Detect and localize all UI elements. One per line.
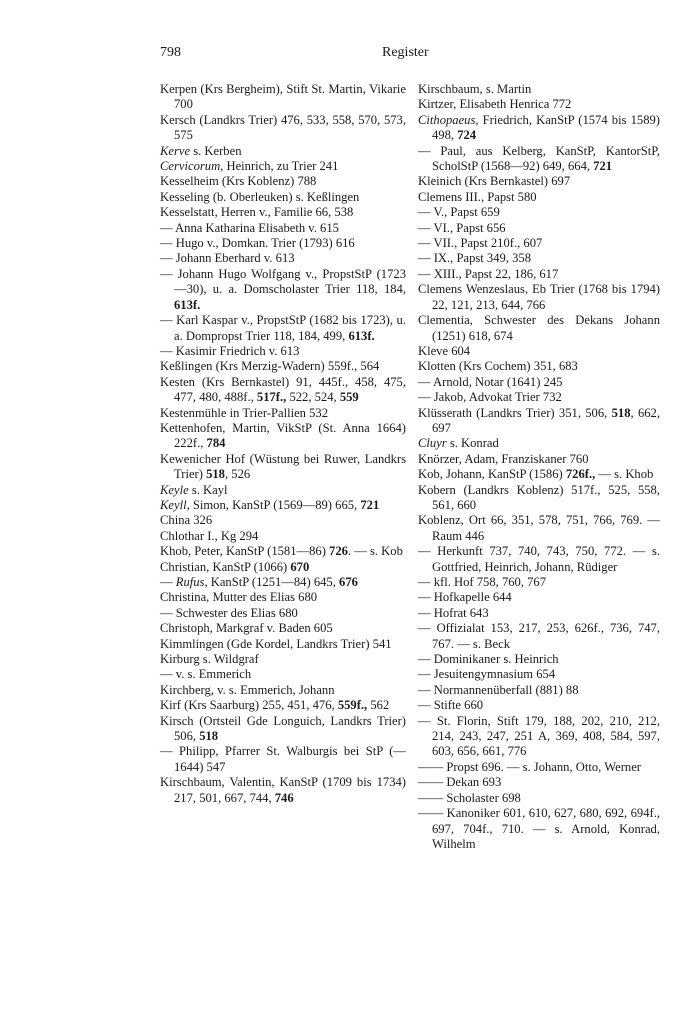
entry-text: — Jesuitengymnasium 654	[418, 667, 556, 682]
index-entry	[418, 544, 660, 575]
entry-text: China 326	[160, 513, 213, 528]
entry-text: Keyll	[160, 497, 187, 512]
index-entry	[418, 590, 660, 605]
entry-text: Clemens III., Papst 580	[418, 189, 537, 204]
index-entry	[160, 452, 406, 483]
index-entry	[160, 714, 406, 745]
entry-text: — Offizialat 153, 217, 253, 626f., 736, 747, 767. — s. Beck	[418, 621, 660, 651]
entry-text: Christina, Mutter des Elias 680	[160, 590, 318, 605]
index-entry	[160, 251, 406, 266]
index-entry	[418, 144, 660, 175]
entry-text: Kirburg s. Wildgraf	[160, 652, 259, 667]
entry-text: — Karl Kaspar v., PropstStP (1682 bis 1723), u. a. Dompropst Trier 118, 184, 499,	[160, 313, 406, 343]
entry-text: , Friedrich, KanStP (1574 bis 1589) 498,	[432, 112, 660, 143]
index-entry	[160, 513, 406, 528]
entry-text: — Hofrat 643	[418, 605, 489, 620]
entry-text: Kesten (Krs Bernkastel) 91, 445f., 458, 475, 477, 480, 488f.,	[160, 374, 406, 405]
index-entry	[418, 375, 660, 390]
entry-text: 726f.,	[565, 467, 596, 482]
entry-text: Kesselstatt, Herren v., Familie 66, 538	[160, 205, 354, 220]
index-entry	[160, 498, 406, 513]
index-entry	[418, 575, 660, 590]
index-entry	[160, 359, 406, 374]
entry-text: Klotten (Krs Cochem) 351, 683	[418, 359, 578, 374]
index-entry	[418, 606, 660, 621]
running-head: Register	[382, 45, 429, 60]
index-entry	[418, 483, 660, 514]
entry-text: — Dominikaner s. Heinrich	[418, 652, 559, 667]
index-entry	[418, 436, 660, 451]
index-entry	[160, 483, 406, 498]
index-entry	[418, 221, 660, 236]
entry-text: — Stifte 660	[418, 698, 484, 713]
entry-text: — Normannenüberfall (881) 88	[418, 682, 579, 697]
entry-text: — s. Khob	[595, 467, 654, 482]
entry-text: 784	[206, 436, 226, 451]
entry-text: Kewenicher Hof (Wüstung bei Ruwer, Landkrs Trier)	[160, 451, 406, 482]
index-entry	[418, 313, 660, 344]
index-entry	[418, 97, 660, 112]
entry-text: — Johann Eberhard v. 613	[160, 251, 295, 266]
index-entry	[160, 621, 406, 636]
index-entry	[160, 174, 406, 189]
index-entry	[418, 683, 660, 698]
entry-text: s. Konrad	[446, 436, 499, 451]
index-entry	[160, 421, 406, 452]
entry-text: Kirtzer, Elisabeth Henrica 772	[418, 97, 572, 112]
left-column	[160, 82, 406, 806]
entry-text: Kesseling (b. Oberleuken) s. Keßlingen	[160, 189, 360, 204]
entry-text: Kersch (Landkrs Trier) 476, 533, 558, 570, 573, 575	[160, 112, 406, 143]
index-entry	[418, 251, 660, 266]
entry-text: Koblenz, Ort 66, 351, 578, 751, 766, 769. — Raum 446	[418, 513, 660, 543]
entry-text: — Johann Hugo Wolfgang v., PropstStP (1723—30), u. a. Domscholaster Trier 118, 184,	[160, 266, 406, 297]
index-entry	[418, 698, 660, 713]
entry-text: Kirf (Krs Saarburg) 255, 451, 476,	[160, 698, 338, 713]
entry-text: , 662, 697	[432, 405, 660, 435]
index-entry	[160, 313, 406, 344]
entry-text: . — s. Kob	[347, 544, 403, 559]
entry-text: Kleinich (Krs Bernkastel) 697	[418, 174, 571, 189]
entry-text: — Arnold, Notar (1641) 245	[418, 374, 563, 389]
entry-text: Chlothar I., Kg 294	[160, 528, 259, 543]
entry-text: 721	[360, 497, 380, 512]
entry-text: Kesselheim (Krs Koblenz) 788	[160, 174, 317, 189]
index-entry	[418, 174, 660, 189]
entry-text: — XIII., Papst 22, 186, 617	[418, 266, 559, 281]
index-entry	[160, 406, 406, 421]
index-entry	[160, 221, 406, 236]
index-entry	[160, 590, 406, 605]
entry-text: — VI., Papst 656	[418, 220, 506, 235]
entry-text: Khob, Peter, KanStP (1581—86)	[160, 544, 330, 559]
entry-text: 746	[274, 790, 294, 805]
index-entry	[418, 621, 660, 652]
entry-text: Rufus	[175, 575, 205, 589]
index-entry	[418, 452, 660, 467]
entry-text: Kleve 604	[418, 343, 471, 358]
entry-text: — Hofkapelle 644	[418, 590, 512, 605]
entry-text: — St. Florin, Stift 179, 188, 202, 210, 212, 214, 243, 247, 251 A, 369, 408, 584, 597, 603, 656, 661, 776	[418, 713, 660, 759]
index-entry	[418, 267, 660, 282]
entry-text: Cervicorum	[160, 159, 221, 174]
entry-text: 559f.,	[337, 698, 368, 713]
index-entry	[418, 113, 660, 144]
entry-text: , Simon, KanStP (1569—89) 665,	[186, 497, 361, 512]
index-entry	[160, 652, 406, 667]
entry-text: — V., Papst 659	[418, 205, 500, 220]
entry-text: Cluyr	[418, 436, 447, 451]
entry-text: — IX., Papst 349, 358	[418, 251, 531, 266]
index-entry	[160, 606, 406, 621]
entry-text: — Schwester des Elias 680	[160, 605, 298, 620]
entry-text: Kerpen (Krs Bergheim), Stift St. Martin, Vikarie 700	[160, 82, 406, 112]
index-entry	[418, 714, 660, 760]
entry-text: Christoph, Markgraf v. Baden 605	[160, 621, 333, 636]
entry-text: 517f.,	[256, 390, 287, 405]
entry-text: Keyle	[160, 482, 189, 497]
entry-text: — Hugo v., Domkan. Trier (1793) 616	[160, 236, 355, 251]
entry-text: 724	[457, 128, 477, 143]
index-entry	[160, 144, 406, 159]
entry-text: — Kasimir Friedrich v. 613	[160, 343, 300, 358]
entry-text: —— Scholaster 698	[418, 790, 521, 805]
index-entry	[418, 806, 660, 852]
entry-text: , 526	[224, 467, 251, 482]
entry-text: 613f.	[174, 297, 201, 312]
entry-text: — Jakob, Advokat Trier 732	[418, 390, 562, 405]
index-entry	[160, 637, 406, 652]
entry-text: — Paul, aus Kelberg, KanStP, KantorStP, ScholStP (1568—92) 649, 664,	[418, 143, 660, 174]
index-entry	[160, 267, 406, 313]
index-entry	[160, 544, 406, 559]
entry-text: Clementia, Schwester des Dekans Johann (1251) 618, 674	[418, 313, 660, 343]
index-entry	[418, 760, 660, 775]
entry-text: 518	[611, 405, 631, 420]
index-entry	[418, 359, 660, 374]
index-entry	[160, 698, 406, 713]
entry-text: s. Kerben	[190, 143, 242, 158]
entry-text: Cithopaeus	[418, 112, 476, 127]
page-number: 798	[160, 45, 181, 60]
index-entry	[418, 406, 660, 437]
entry-text: — kfl. Hof 758, 760, 767	[418, 575, 547, 589]
entry-text: 559	[339, 390, 359, 405]
entry-text: — Herkunft 737, 740, 743, 750, 772. — s. Gottfried, Heinrich, Johann, Rüdiger	[418, 544, 660, 574]
entry-text: 518	[206, 467, 225, 482]
index-entry	[418, 467, 660, 482]
index-entry	[418, 513, 660, 544]
index-entry	[418, 667, 660, 682]
index-entry	[160, 683, 406, 698]
index-entry	[160, 560, 406, 575]
entry-text: Clemens Wenzeslaus, Eb Trier (1768 bis 1794) 22, 121, 213, 644, 766	[418, 282, 660, 312]
right-column	[418, 82, 660, 852]
entry-text: —— Kanoniker 601, 610, 627, 680, 692, 694f., 697, 704f., 710. — s. Arnold, Konrad, Wilhelm	[418, 806, 660, 851]
index-entry	[160, 667, 406, 682]
index-entry	[160, 375, 406, 406]
entry-text: 670	[290, 559, 310, 574]
entry-text: Christian, KanStP (1066)	[160, 559, 291, 574]
index-entry	[418, 652, 660, 667]
entry-text: 562	[367, 698, 390, 713]
index-entry	[160, 529, 406, 544]
index-entry	[160, 113, 406, 144]
index-entry	[418, 205, 660, 220]
index-entry	[160, 190, 406, 205]
entry-text: 613f.	[348, 328, 375, 343]
entry-text: , Heinrich, zu Trier 241	[220, 159, 339, 174]
entry-text: —— Dekan 693	[418, 775, 502, 790]
entry-text: Kimmlingen (Gde Kordel, Landkrs Trier) 541	[160, 636, 392, 651]
entry-text: — v. s. Emmerich	[160, 667, 252, 682]
entry-text: 676	[339, 575, 358, 589]
index-entry	[160, 744, 406, 775]
index-entry	[418, 82, 660, 97]
index-entry	[418, 775, 660, 790]
entry-text: 726	[329, 544, 348, 559]
entry-text: Keßlingen (Krs Merzig-Wadern) 559f., 564	[160, 359, 380, 374]
entry-text: Kobern (Landkrs Koblenz) 517f., 525, 558, 561, 660	[418, 482, 660, 512]
entry-text: Kestenmühle in Trier-Pallien 532	[160, 405, 328, 420]
index-entry	[160, 236, 406, 251]
index-entry	[418, 791, 660, 806]
index-entry	[160, 775, 406, 806]
entry-text: Kirschbaum, Valentin, KanStP (1709 bis 1734) 217, 501, 667, 744,	[160, 775, 406, 805]
index-entry	[418, 190, 660, 205]
entry-text: , KanStP (1251—84) 645,	[204, 575, 340, 589]
entry-text: Kirsch (Ortsteil Gde Longuich, Landkrs Trier) 506,	[160, 713, 406, 744]
entry-text: — Anna Katharina Elisabeth v. 615	[160, 220, 339, 235]
entry-text: Kob, Johann, KanStP (1586)	[418, 467, 566, 482]
index-entry	[160, 159, 406, 174]
index-entry	[160, 205, 406, 220]
index-entry	[418, 236, 660, 251]
index-entry	[160, 82, 406, 113]
entry-text: 518	[199, 729, 219, 744]
entry-text: Kirschbaum, s. Martin	[418, 82, 532, 96]
index-entry	[160, 344, 406, 359]
index-entry	[418, 282, 660, 313]
entry-text: — VII., Papst 210f., 607	[418, 236, 543, 251]
entry-text: Klüsserath (Landkrs Trier) 351, 506,	[418, 405, 612, 420]
entry-text: Kirchberg, v. s. Emmerich, Johann	[160, 682, 335, 697]
index-entry	[160, 575, 406, 590]
entry-text: Kerve	[160, 143, 191, 158]
index-entry	[418, 344, 660, 359]
entry-text: —	[160, 575, 176, 589]
entry-text: 522, 524,	[286, 390, 340, 405]
entry-text: Kettenhofen, Martin, VikStP (St. Anna 1664) 222f.,	[160, 420, 406, 451]
entry-text: s. Kayl	[188, 482, 228, 497]
entry-text: —— Propst 696. — s. Johann, Otto, Werner	[418, 759, 641, 774]
index-entry	[418, 390, 660, 405]
entry-text: — Philipp, Pfarrer St. Walburgis bei StP (—1644) 547	[160, 744, 406, 774]
entry-text: 721	[593, 159, 613, 174]
entry-text: Knörzer, Adam, Franziskaner 760	[418, 451, 589, 466]
